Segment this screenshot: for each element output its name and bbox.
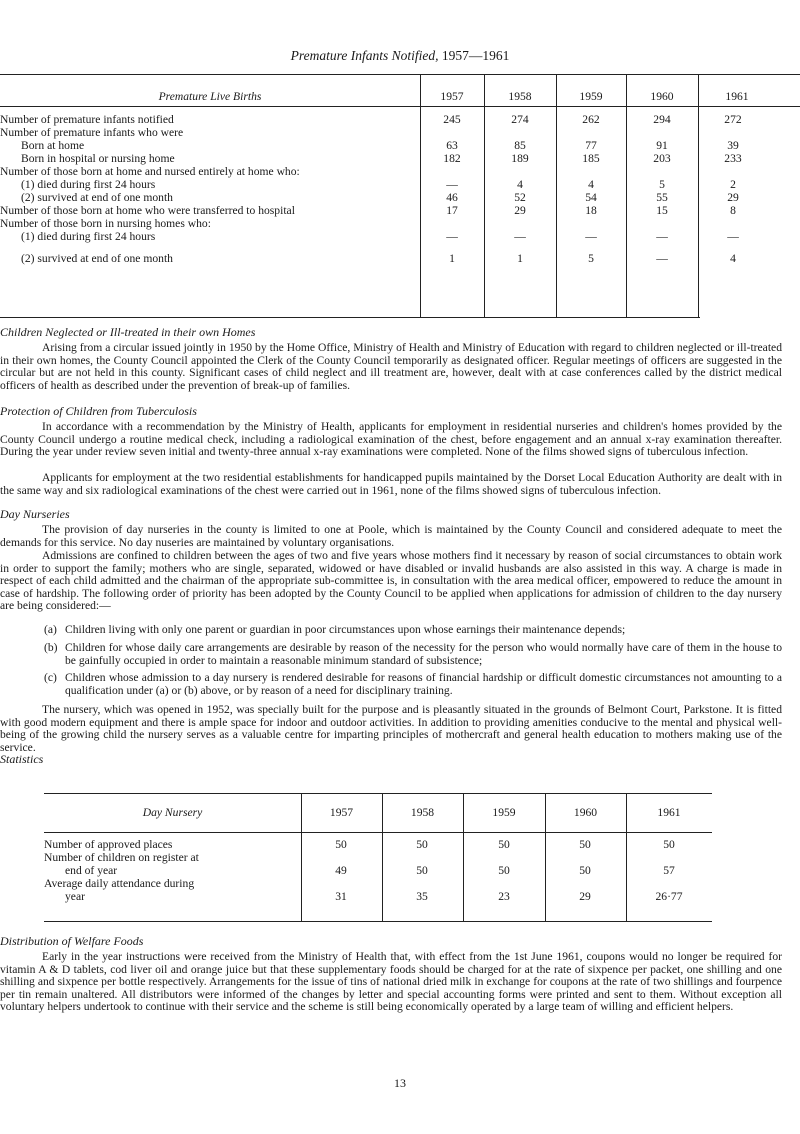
premature-table-header	[0, 84, 800, 108]
cell-1958: 50	[416, 864, 428, 877]
cell-1958: 29	[514, 204, 526, 217]
row-label: Number of those born in nursing homes who:	[0, 217, 211, 230]
cell-1958: 85	[514, 139, 526, 152]
table-row	[0, 178, 800, 191]
cell-1957: 46	[446, 191, 458, 204]
cell-1960: 91	[656, 139, 668, 152]
cell-1958: 52	[514, 191, 526, 204]
cell-1961: 272	[724, 113, 742, 126]
cell-1961: 26·77	[655, 890, 683, 903]
row-label: Number of those born at home who were transferred to hospital	[0, 204, 295, 217]
row-label: Number of approved places	[44, 838, 173, 851]
cell-1960: 29	[579, 890, 591, 903]
table-row	[0, 165, 800, 178]
paragraph-nurseries-1: The provision of day nurseries in the county is limited to one at Poole, which is maintained by the County Council and considered adequate to meet the demands for this service. No day nuseries are maintained by voluntary organisations.	[0, 523, 782, 549]
paragraph-nurseries-2: Admissions are confined to children between the ages of two and five years whose mothers find it necessary by reason of social circumstances to obtain work in order to support the family; mothers who are single, separated, widowed or have disabled or invalid husbands are also assisted in this way. A charge is made in respect of each child admitted and the chairman of the appropriate sub-committee is, in consultation with the area medical officer, empowered to reduce the amount in case of hardship. The following order of priority has been adopted by the County Council to be applied when applications for admission of children to the day nursery are being considered:—	[0, 549, 782, 613]
cell-1960: 50	[579, 864, 591, 877]
row-label: Average daily attendance during	[44, 877, 195, 890]
cell-1957: 182	[443, 152, 461, 165]
row-label: Number of premature infants who were	[0, 126, 184, 139]
list-marker: (c)	[44, 671, 57, 684]
cell-1960: —	[656, 230, 668, 243]
cell-1961: 8	[730, 204, 736, 217]
table-top-rule	[0, 74, 800, 75]
nursery-table-year-1961: 1961	[657, 806, 681, 819]
cell-1958: 50	[416, 838, 428, 851]
section-heading-neglected: Children Neglected or Ill-treated in their own Homes	[0, 325, 256, 339]
nursery-table-year-1960: 1960	[573, 806, 598, 819]
row-label: Born at home	[21, 139, 85, 152]
cell-1959: 185	[582, 152, 600, 165]
cell-1958: 189	[511, 152, 529, 165]
list-text: Children whose admission to a day nursery is rendered desirable for reasons of financial hardship or difficult domestic circumstances not amounting to a qualification under (a) or (b) above, or by reason of a need for disciplinary training.	[65, 671, 782, 697]
cell-1959: 5	[588, 252, 594, 265]
table-row	[0, 252, 800, 265]
paragraph-nurseries-3: The nursery, which was opened in 1952, was specially built for the purpose and is pleasantly situated in the grounds of Belmont Court, Parkstone. It is fitted with good modern equipment and there is ample space for indoor and outdoor activities. In addition to providing amenities conducive to the mental and physical well-being of the growing child the nursery serves as a valuable centre for imparting principles of mothercraft and general health education to mothers making use of the service.	[0, 703, 782, 754]
cell-1958: —	[514, 230, 526, 243]
paragraph-neglected: Arising from a circular issued jointly in 1950 by the Home Office, Ministry of Health and Ministry of Education with regard to children neglected or ill-treated in their own homes, the County Council appointed the Clerk of the County Council temporarily as designated officer. Regular meetings of officers are suggested in the circular but are not held in this county. Significant cases of child neglect and ill treatment are, however, dealt with at case conferences called by the district medical officers of health as described under the prevention of break-up of families.	[0, 341, 782, 392]
priority-item-c	[44, 672, 782, 697]
cell-1960: 294	[653, 113, 671, 126]
row-label: (1) died during first 24 hours	[21, 230, 156, 243]
paragraph-welfare-foods: Early in the year instructions were received from the Ministry of Health that, with effect from the 1st June 1961, coupons would no longer be required for vitamin A & D tablets, cod liver oil and orange juice but that these supplementary foods should be charged for at the rate of sixpence per packet, one shilling and one shilling and sixpence per bottle respectively. Arrangements for the issue of tins of national dried milk in exchange for coupons at the rate of two shillings and fourpence per tin remain unaltered. All distributors were informed of the changes by letter and special accounting forms were printed and sent to them. Without exception all voluntary helpers undertook to continue with their service and the scheme is still being economically operated by a large team of willing and efficient helpers.	[0, 950, 782, 1014]
page-number: 13	[394, 1076, 406, 1090]
cell-1957: 245	[443, 113, 461, 126]
running-head	[0, 48, 800, 64]
table-row	[0, 113, 800, 126]
cell-1959: 50	[498, 838, 510, 851]
cell-1961: 2	[730, 178, 736, 191]
running-head-years: 1957—1961	[441, 48, 510, 63]
cell-1961: 233	[724, 152, 742, 165]
paragraph-tuberculosis-2: Applicants for employment at the two residential establishments for handicapped pupils maintained by the Dorset Local Education Authority are dealt with in the same way and six radiological examinations of the chest were carried out in 1961, none of the films showed signs of tuberculous infection.	[0, 471, 782, 497]
premature-table-year-1961: 1961	[725, 90, 749, 103]
list-marker: (a)	[44, 623, 57, 636]
cell-1958: 35	[416, 890, 428, 903]
cell-1958: 4	[517, 178, 523, 191]
premature-table-header-label: Premature Live Births	[158, 90, 262, 103]
cell-1960: 15	[656, 204, 668, 217]
cell-1961: 4	[730, 252, 736, 265]
paragraph-tuberculosis-1: In accordance with a recommendation by the Ministry of Health, applicants for employment in residential nurseries and children's homes provided by the County Council undergo a routine medical check, including a radiological examination of the chest, before engagement and an annual x-ray examination thereafter. During the year under review seven initial and twenty-three annual x-ray examinations were completed. None of the films showed signs of tuberculous infection.	[0, 420, 782, 459]
cell-1957: 31	[335, 890, 347, 903]
cell-1957: 63	[446, 139, 458, 152]
table-row	[0, 230, 800, 243]
row-label: Number of premature infants notified	[0, 113, 174, 126]
nursery-table-year-1959: 1959	[492, 806, 516, 819]
cell-1959: 23	[498, 890, 510, 903]
cell-1959: 4	[588, 178, 594, 191]
row-label: (2) survived at end of one month	[21, 191, 173, 204]
cell-1961: —	[727, 230, 739, 243]
row-label: Number of children on register at	[44, 851, 199, 864]
priority-item-b	[44, 642, 782, 667]
cell-1959: 262	[582, 113, 600, 126]
cell-1960: 55	[656, 191, 668, 204]
premature-table-year-1960: 1960	[650, 90, 674, 103]
table-row	[0, 126, 800, 139]
nursery-table-header-rule	[44, 832, 712, 833]
section-heading-day-nurseries: Day Nurseries	[0, 507, 70, 521]
row-label: Number of those born at home and nursed entirely at home who:	[0, 165, 300, 178]
table-bottom-rule	[0, 317, 700, 318]
cell-1957: —	[446, 230, 458, 243]
cell-1961: 57	[663, 864, 675, 877]
cell-1957: 49	[335, 864, 347, 877]
section-heading-welfare-foods: Distribution of Welfare Foods	[0, 934, 144, 948]
nursery-table-year-1957: 1957	[329, 806, 354, 819]
cell-1960: 50	[579, 838, 591, 851]
statistics-heading: Statistics	[0, 752, 44, 766]
row-label: Born in hospital or nursing home	[21, 152, 175, 165]
list-marker: (b)	[44, 641, 58, 654]
table-row	[0, 217, 800, 230]
table-row	[0, 191, 800, 204]
running-head-title: Premature Infants Notified,	[290, 48, 439, 63]
cell-1959: 18	[585, 204, 597, 217]
cell-1960: —	[656, 252, 668, 265]
list-text: Children for whose daily care arrangements are desirable by reason of the necessity for the person who would normally have care of them in the house to be gainfully occupied in order to maintain a reasonable minimum standard of subsistence;	[65, 641, 782, 667]
cell-1958: 1	[517, 252, 523, 265]
section-heading-tuberculosis: Protection of Children from Tuberculosis	[0, 404, 197, 418]
cell-1957: —	[446, 178, 458, 191]
nursery-table-bottom-rule	[44, 921, 712, 922]
cell-1960: 203	[653, 152, 671, 165]
cell-1961: 50	[663, 838, 675, 851]
nursery-table-year-1958: 1958	[410, 806, 435, 819]
nursery-table-top-rule	[44, 793, 712, 794]
table-row	[0, 152, 800, 165]
priority-item-a	[44, 624, 782, 637]
nursery-table-header-label: Day Nursery	[142, 806, 203, 819]
row-label-continued: year	[65, 890, 85, 903]
row-label: (1) died during first 24 hours	[21, 178, 156, 191]
cell-1957: 17	[446, 204, 458, 217]
cell-1961: 39	[727, 139, 739, 152]
cell-1961: 29	[727, 191, 739, 204]
premature-table-year-1958: 1958	[508, 90, 532, 103]
cell-1959: 50	[498, 864, 510, 877]
cell-1960: 5	[659, 178, 665, 191]
cell-1959: —	[585, 230, 597, 243]
cell-1958: 274	[511, 113, 529, 126]
premature-table-year-1957: 1957	[440, 90, 464, 103]
cell-1959: 77	[585, 139, 597, 152]
list-text: Children living with only one parent or guardian in poor circumstances upon whose earnings their maintenance depends;	[65, 623, 626, 636]
cell-1959: 54	[585, 191, 597, 204]
table-row	[0, 204, 800, 217]
premature-table-year-1959: 1959	[579, 90, 603, 103]
row-label-continued: end of year	[65, 864, 118, 877]
table-row	[0, 139, 800, 152]
row-label: (2) survived at end of one month	[21, 252, 173, 265]
cell-1957: 50	[335, 838, 347, 851]
cell-1957: 1	[449, 252, 455, 265]
